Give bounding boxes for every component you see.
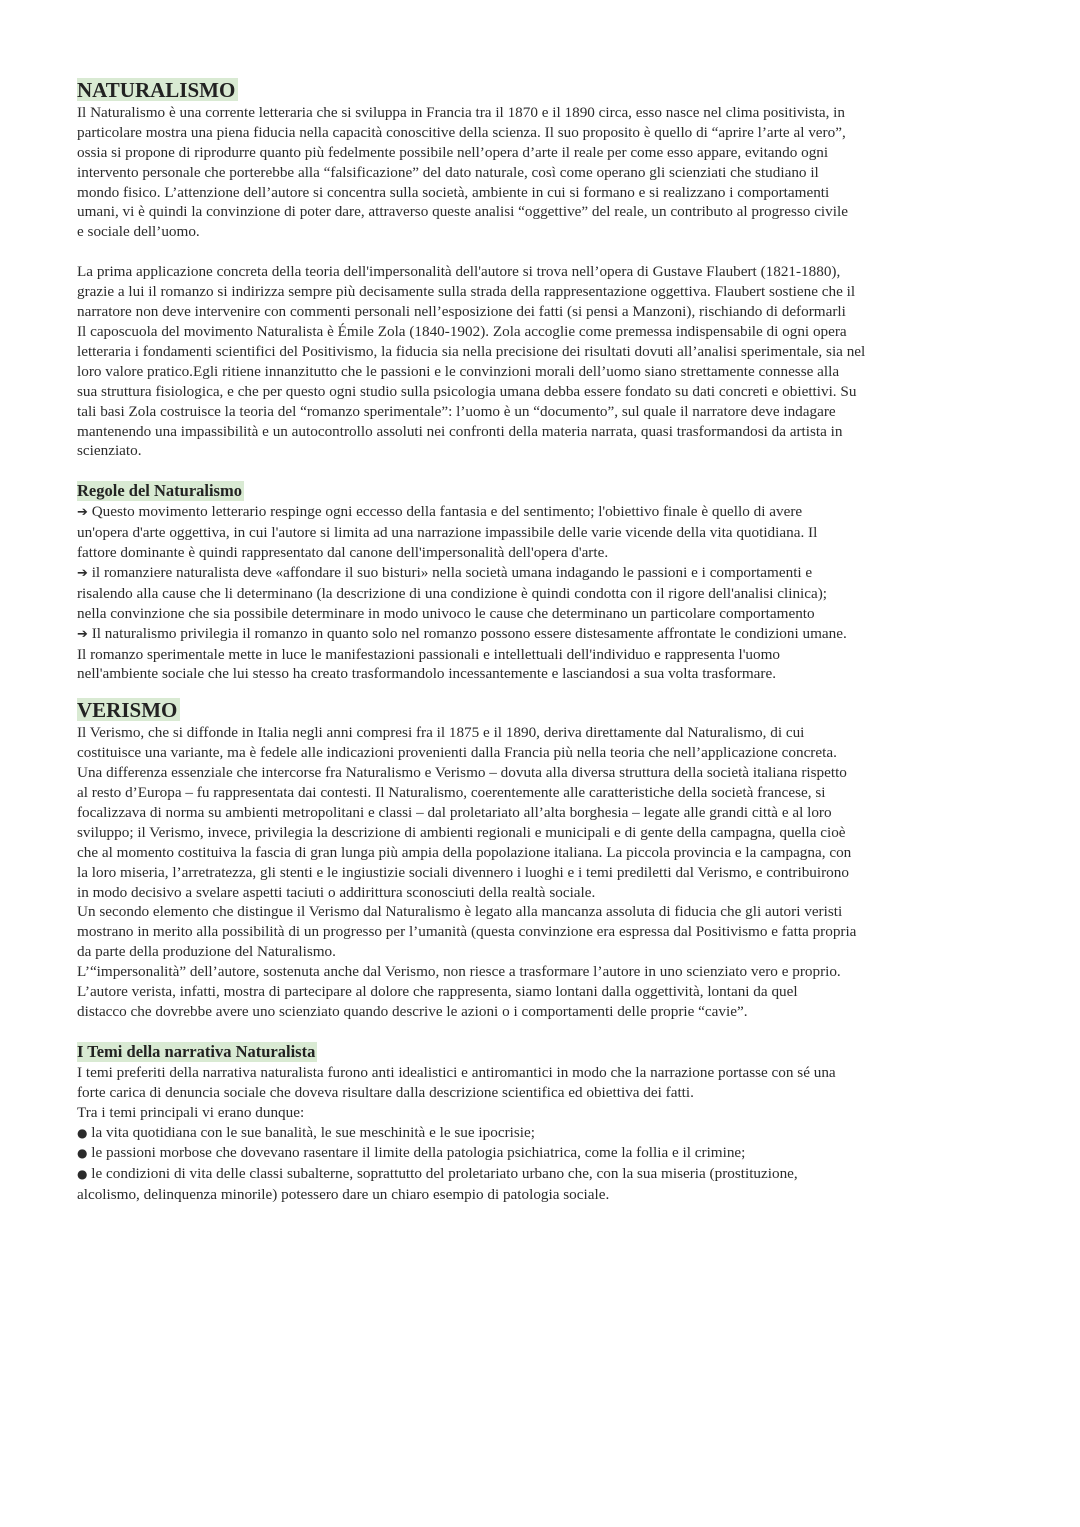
text-line: la loro miseria, l’arretratezza, gli stenti e le ingiustizie sociali divennero i luoghi e i temi prediletti dal Verismo, e contribuirono — [77, 863, 849, 881]
list-item: ● le condizioni di vita delle classi subalterne, soprattutto del proletariato urbano che, con la sua miseria (prostituzione, — [77, 1165, 798, 1183]
arrow-icon: ➔ — [77, 565, 88, 581]
paragraph-naturalismo-intro — [77, 103, 1012, 242]
text-line: sviluppo; il Verismo, invece, privilegia la descrizione di ambienti regionali e municipali e di gente della campagna, quella cioè — [77, 823, 846, 841]
text-line: al resto d’Europa – fu rappresentata dai contesti. Il Naturalismo, coerentemente alle caratteristiche della società francese, si — [77, 784, 826, 801]
text-line: in modo decisivo a svelare aspetti taciuti o addirittura sconosciuti della realtà sociale. — [77, 883, 596, 901]
text-line: alcolismo, delinquenza minorile) potessero dare un chiaro esempio di patologia sociale. — [77, 1186, 610, 1204]
heading-regole: Regole del Naturalismo — [77, 481, 242, 501]
heading-naturalismo: NATURALISMO — [77, 78, 238, 101]
text-line: un'opera d'arte oggettiva, in cui l'autore si limita ad una narrazione impassibile delle varie vicende della vita quotidiana. Il — [77, 524, 818, 542]
text-line: L’“impersonalità” dell’autore, sostenuta anche dal Verismo, non riesce a trasformare l’autore in uno scienziato vero e proprio. — [77, 963, 841, 981]
text-line: e sociale dell’uomo. — [77, 223, 200, 241]
text-line: umani, vi è quindi la convinzione di poter dare, attraverso queste analisi “oggettive” del reale, un contributo al progresso civile — [77, 203, 848, 221]
text-line: L’autore verista, infatti, mostra di partecipare al dolore che rappresenta, siamo lontani dalla oggettività, lontani da quel — [77, 983, 798, 1001]
text-line: sua struttura fisiologica, e che per questo ogni studio sulla psicologia umana debba essere fondato su dati concreti e obiettivi. Su — [77, 382, 857, 400]
text-line: I temi preferiti della narrativa naturalista furono anti idealistici e antiromantici in modo che la narrazione portasse con sé una — [77, 1063, 836, 1081]
arrow-icon: ➔ — [77, 505, 88, 521]
text-line: grazie a lui il romanzo si indirizza sempre più decisamente sulla strada della rappresentazione oggettiva. Flaubert sostiene che il — [77, 283, 856, 301]
text-line: Tra i temi principali vi erano dunque: — [77, 1103, 305, 1121]
text-line: forte carica di denuncia sociale che doveva risultare dalla descrizione scientifica ed obiettiva dei fatti. — [77, 1083, 694, 1101]
paragraph-flaubert-zola — [77, 262, 1012, 461]
text-line: loro valore pratico.Egli ritiene innanzitutto che le passioni e le convinzioni morali dell’uomo siano strettamente connesse alla — [77, 362, 840, 380]
text-line: focalizzava di norma su ambienti metropolitani e classi – dal proletariato all’alta borghesia – legate alle grandi città e al loro — [77, 803, 832, 821]
text-line: mostrano in merito alla possibilità di un progresso per l’umanità (questa convinzione era espressa dal Positivismo e fatta propria — [77, 923, 857, 941]
bullet-icon: ● — [77, 1167, 88, 1182]
heading-verismo: VERISMO — [77, 698, 180, 721]
text-line: Il caposcuola del movimento Naturalista è Émile Zola (1840-1902). Zola accoglie come premessa indispensabile di ogni opera — [77, 322, 847, 340]
text-line: ➔ Questo movimento letterario respinge ogni eccesso della fantasia e del sentimento; l'obiettivo finale è quello di avere — [77, 503, 803, 521]
text-line: ➔ Il naturalismo privilegia il romanzo in quanto solo nel romanzo possono essere distesamente affrontate le condizioni umane. — [77, 624, 847, 642]
text-line: fattore dominante è quindi rappresentato dal canone dell'impersonalità dell'opera d'arte. — [77, 544, 609, 562]
paragraph-verismo — [77, 723, 1012, 1022]
document-page — [77, 78, 1012, 1205]
text-line: risalendo alla cause che li determinano (la descrizione di una condizione è quindi condotta con il rigore dell'analisi clinica); — [77, 584, 828, 602]
text-line: nell'ambiente sociale che lui stesso ha creato trasformandolo incessantemente e lasciandosi a sua volta trasformare. — [77, 665, 776, 683]
text-line: mondo fisico. L’attenzione dell’autore si concentra sulla società, ambiente in cui si formano e si realizzano i comportamenti — [77, 183, 830, 201]
section-naturalismo — [77, 78, 1012, 461]
text-line: ossia si propone di riprodurre quanto più fedelmente possibile nell’opera d’arte il reale per come esso appare, evitando ogni — [77, 143, 829, 161]
text-line: particolare mostra una piena fiducia nella capacità conoscitive della scienza. Il suo proposito è quello di “aprire l’arte al vero”, — [77, 123, 846, 141]
text-line: La prima applicazione concreta della teoria dell'impersonalità dell'autore si trova nell’opera di Gustave Flaubert (1821-1880), — [77, 263, 841, 281]
paragraph-temi — [77, 1063, 1012, 1205]
text-line: Il Naturalismo è una corrente letteraria che si sviluppa in Francia tra il 1870 e il 1890 circa, esso nasce nel clima positivista, in — [77, 103, 845, 121]
text-line: narratore non deve intervenire con commenti personali nell’esposizione dei fatti (si pensi a Manzoni), rischiando di deformarli — [77, 303, 846, 321]
bullet-icon: ● — [77, 1146, 88, 1161]
heading-temi: I Temi della narrativa Naturalista — [77, 1041, 316, 1061]
text-line: ➔ il romanziere naturalista deve «affondare il suo bisturi» nella società umana indagando le passioni e i comportamenti e — [77, 563, 813, 581]
text-line: Il Verismo, che si diffonde in Italia negli anni compresi fra il 1875 e il 1890, deriva direttamente dal Naturalismo, di cui — [77, 724, 805, 742]
paragraph-regole — [77, 502, 1012, 684]
text-line: nella convinzione che sia possibile determinare in modo univoco le cause che determinano un particolare comportamento — [77, 604, 815, 622]
section-verismo — [77, 698, 1012, 1022]
section-temi — [77, 1042, 1012, 1205]
text-line: letteraria i fondamenti scientifici del Positivismo, la fiducia sia nella precisione dei risultati dovuti all’analisi sperimentale, sia nel — [77, 342, 866, 360]
text-line: Una differenza essenziale che intercorse fra Naturalismo e Verismo – dovuta alla diversa struttura della società italiana rispetto — [77, 764, 847, 782]
list-item: ● le passioni morbose che dovevano rasentare il limite della patologia psichiatrica, come la follia e il crimine; — [77, 1144, 746, 1162]
text-line: costituisce una variante, ma è fedele alle indicazioni provenienti dalla Francia più nella teoria che nell’applicazione concreta. — [77, 744, 837, 762]
arrow-icon: ➔ — [77, 626, 88, 642]
text-line: Il romanzo sperimentale mette in luce le manifestazioni passionali e intellettuali dell'individuo e rappresenta l'uomo — [77, 645, 781, 663]
text-line: che al momento costituiva la fascia di gran lunga più ampia della popolazione italiana. La piccola provincia e la campagna, con — [77, 843, 852, 861]
text-line: Un secondo elemento che distingue il Verismo dal Naturalismo è legato alla mancanza assoluta di fiducia che gli autori veristi — [77, 903, 843, 921]
text-line: distacco che dovrebbe avere uno scienziato quando descrive le azioni o i comportamenti delle proprie “cavie”. — [77, 1002, 748, 1020]
text-line: tali basi Zola costruisce la teoria del “romanzo sperimentale”: l’uomo è un “documento”, sul quale il narratore deve indagare — [77, 402, 836, 420]
text-line: da parte della produzione del Naturalismo. — [77, 943, 336, 961]
text-line: scienziato. — [77, 442, 142, 460]
text-line: mantenendo una impassibilità e un autocontrollo assoluti nei confronti della materia narrata, quasi trasformandosi da artista in — [77, 422, 843, 440]
bullet-icon: ● — [77, 1125, 88, 1140]
text-line: intervento personale che porterebbe alla “falsificazione” del dato naturale, così come operano gli scienziati che studiano il — [77, 163, 819, 181]
section-regole — [77, 481, 1012, 684]
list-item: ● la vita quotidiana con le sue banalità, le sue meschinità e le sue ipocrisie; — [77, 1123, 535, 1141]
